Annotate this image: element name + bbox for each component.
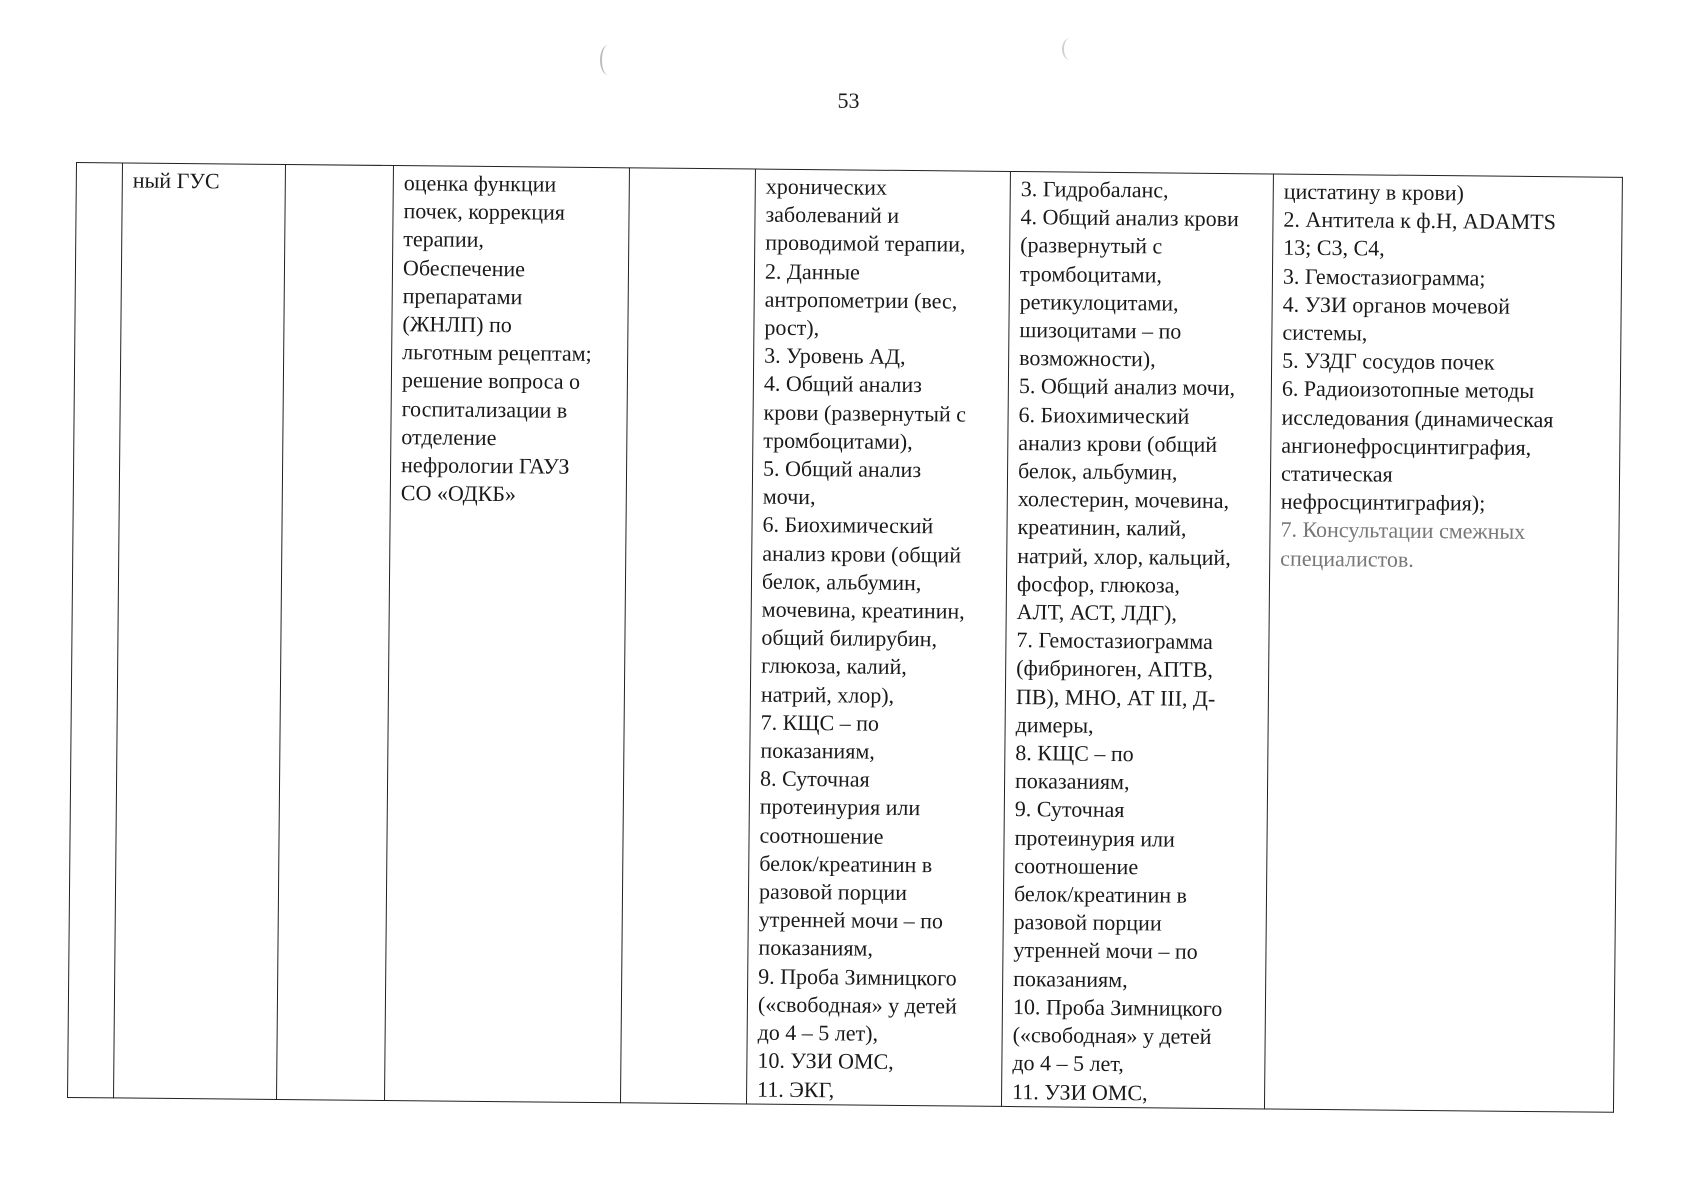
text-line: 3. Уровень АД,: [764, 342, 906, 370]
text-line: 3. Гемостазиограмма;: [1282, 263, 1486, 291]
text-line: системы,: [1282, 319, 1368, 346]
text-line: анализ крови (общий: [762, 540, 962, 568]
text-line: мочи,: [762, 483, 816, 510]
scan-artifact: [600, 45, 616, 75]
text-line: протеинурия или: [759, 794, 921, 821]
text-line: 7. КЩС – по: [760, 709, 880, 736]
text-line: заболеваний и: [765, 201, 900, 229]
cell-empty: [620, 168, 755, 1104]
scan-artifact: [1062, 38, 1078, 60]
text-line: до 4 – 5 лет,: [1012, 1050, 1124, 1077]
text-line: соотношение: [1014, 852, 1139, 880]
text-line: 2. Антитела к ф.Н, ADAMTS: [1283, 206, 1557, 235]
cell-examinations: [746, 169, 1010, 1106]
text-line: ПВ), МНО, АТ III, Д-: [1015, 683, 1216, 711]
text-line: хронических: [765, 173, 888, 200]
text-line: натрий, хлор, кальций,: [1017, 542, 1231, 570]
text-line: 7. Гемостазиограмма: [1016, 627, 1213, 655]
text-line: 8. Суточная: [759, 765, 870, 792]
text-line: 2. Данные: [764, 258, 860, 285]
text-line: натрий, хлор),: [760, 681, 895, 708]
text-line: белок/креатинин в: [1013, 881, 1188, 908]
text-line: цистатину в крови): [1283, 178, 1465, 206]
text-line: 4. Общий анализ: [763, 371, 923, 398]
text-line: показаниям,: [760, 737, 875, 764]
text-line: 9. Суточная: [1014, 796, 1125, 823]
text-line: димеры,: [1015, 711, 1094, 738]
text-line: белок, альбумин,: [761, 568, 922, 595]
text-line: 11. УЗИ ОМС,: [1012, 1078, 1148, 1105]
text-line: нефрологии ГАУЗ: [400, 452, 570, 479]
text-line: показаниям,: [1013, 965, 1128, 992]
text-line: 8. КЩС – по: [1015, 740, 1134, 767]
text-line: нефросцинтиграфия);: [1280, 488, 1486, 516]
cell-additional-examinations: [1264, 174, 1622, 1112]
text-line: показаниям,: [758, 935, 874, 962]
text-line: протеинурия или: [1014, 824, 1176, 852]
text-line: утренней мочи – по: [758, 906, 944, 934]
text-line: проводимой терапии,: [765, 230, 966, 257]
text-line: белок/креатинин в: [759, 850, 933, 878]
text-line: мочевина, креатинин,: [761, 596, 965, 624]
text-line: возможности),: [1019, 345, 1156, 372]
text-line: 3. Гидробаланс,: [1020, 176, 1169, 203]
text-line: 6. Радиоизотопные методы: [1281, 376, 1535, 404]
text-line: фосфор, глюкоза,: [1016, 570, 1181, 598]
text-line: глюкоза, калий,: [761, 653, 907, 680]
text-line: крови (развернутый с: [763, 399, 967, 427]
text-line: 4. Общий анализ крови: [1020, 204, 1239, 232]
text-line: ретикулоцитами,: [1019, 288, 1179, 316]
text-line: специалистов.: [1280, 545, 1414, 572]
text-line: препаратами: [402, 282, 523, 310]
text-line: («свободная» у детей: [757, 991, 957, 1019]
document-table: [67, 162, 1623, 1113]
text-line: соотношение: [759, 822, 884, 849]
text-line: 6. Биохимический: [1018, 401, 1190, 429]
text-line: рост),: [764, 314, 820, 341]
text-line: тромбоцитами,: [1019, 260, 1163, 288]
text-line: разовой порции: [758, 878, 908, 906]
text-line: 10. УЗИ ОМС,: [757, 1047, 894, 1075]
text-line: показаниям,: [1014, 768, 1130, 795]
text-line: 9. Проба Зимницкого: [758, 963, 957, 991]
text-line: АЛТ, АСТ, ЛДГ),: [1016, 599, 1178, 626]
text-line: 5. УЗДГ сосудов почек: [1282, 347, 1495, 375]
text-line: антропометрии (вес,: [764, 286, 958, 314]
cell-inpatient-examinations: [1001, 171, 1273, 1108]
page-number: 53: [837, 88, 860, 113]
text-line: утренней мочи – по: [1013, 937, 1198, 965]
table-row: [68, 163, 1623, 1113]
text-line: 6. Биохимический: [762, 512, 934, 539]
text-line: 7. Консультации смежных: [1280, 517, 1526, 545]
text-line: шизоцитами – по: [1019, 317, 1182, 344]
text-line: ангионефросцинтиграфия,: [1281, 432, 1532, 460]
text-line: («свободная» у детей: [1012, 1022, 1212, 1050]
text-line: почек, коррекция: [403, 198, 566, 225]
text-line: 13; С3, С4,: [1283, 234, 1385, 261]
text-line: оценка функции: [403, 170, 557, 197]
text-line: госпитализации в: [401, 395, 568, 423]
text-line: 11. ЭКГ,: [757, 1076, 835, 1102]
text-line: терапии,: [403, 226, 485, 253]
text-line: 5. Общий анализ мочи,: [1018, 373, 1236, 401]
text-line: исследования (динамическая: [1281, 404, 1554, 432]
text-line: анализ крови (общий: [1018, 429, 1218, 457]
text-line: (фибриноген, АПТВ,: [1016, 655, 1214, 683]
text-line: СО «ОДКБ»: [400, 480, 517, 507]
cell-empty: [277, 165, 394, 1101]
text-line: ный ГУС: [132, 167, 220, 194]
text-line: общий билирубин,: [761, 624, 938, 652]
text-line: креатинин, калий,: [1017, 514, 1187, 542]
text-line: тромбоцитами),: [763, 427, 913, 454]
cell-diagnosis: [114, 163, 286, 1099]
text-line: разовой порции: [1013, 909, 1162, 936]
text-line: до 4 – 5 лет),: [757, 1019, 879, 1046]
text-line: холестерин, мочевина,: [1017, 486, 1230, 514]
text-line: (развернутый с: [1020, 232, 1163, 259]
text-line: статическая: [1280, 460, 1393, 487]
cell-tasks: [385, 166, 630, 1103]
text-line: Обеспечение: [402, 254, 526, 281]
text-line: белок, альбумин,: [1017, 458, 1178, 485]
text-line: (ЖНЛП) по: [402, 311, 512, 338]
text-line: льготным рецептам;: [402, 339, 592, 367]
text-line: 4. УЗИ органов мочевой: [1282, 291, 1511, 319]
text-line: 10. Проба Зимницкого: [1012, 993, 1223, 1021]
text-line: отделение: [401, 423, 497, 450]
text-line: решение вопроса о: [401, 367, 581, 395]
text-line: 5. Общий анализ: [762, 455, 922, 483]
